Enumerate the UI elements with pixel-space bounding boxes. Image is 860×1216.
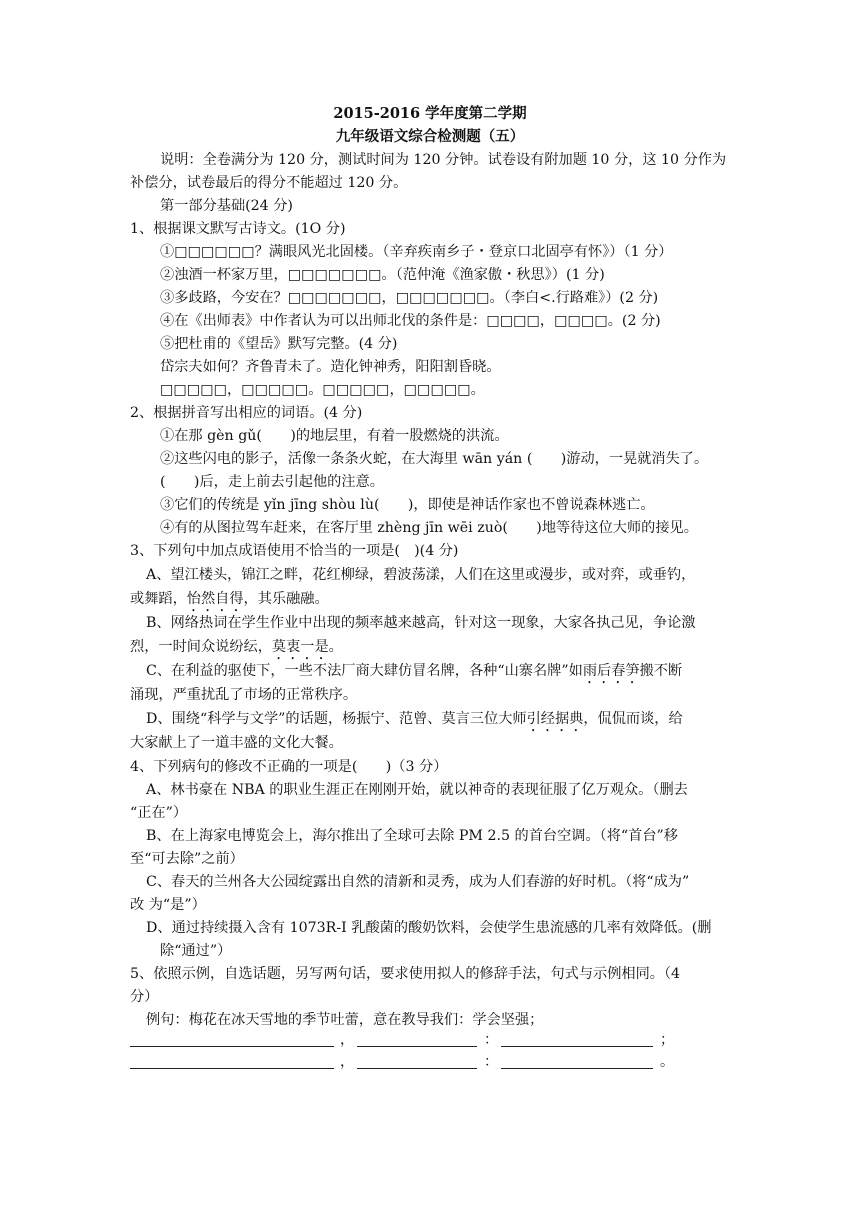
answer-comma: ， xyxy=(340,1054,355,1070)
dotted-idiom: 怡然自得 xyxy=(186,591,244,607)
answer-blank[interactable] xyxy=(501,1046,653,1047)
option-d-line-2: 大家献上了一道丰盛的文化大餐。 xyxy=(130,735,343,751)
question-2-item: ①在那 gèn gǔ( )的地层里，有着一股燃烧的洪流。 xyxy=(160,428,509,444)
answer-blank[interactable] xyxy=(357,1046,477,1047)
instructions-line-2: 补偿分，试卷最后的得分不能超过 120 分。 xyxy=(130,175,408,191)
question-5-stem: 5、依照示例，自选话题，另写两句话，要求使用拟人的修辞手法，句式与示例相同。（4 xyxy=(130,966,681,982)
answer-comma: ， xyxy=(340,1032,355,1048)
option-c-line-1: C、在利益的驱使下，一些不法厂商大肆仿冒名牌，各种“山寨名牌”如雨后春笋搬不断 xyxy=(146,663,683,679)
dotted-idiom: 雨后春笋 xyxy=(582,663,640,679)
option-d-line-1: D、围绕“科学与文学”的话题，杨振宁、范曾、莫言三位大师引经据典，侃侃而谈，给 xyxy=(146,711,683,727)
part-one-heading: 第一部分基础(24 分) xyxy=(160,198,293,214)
question-1-item: ②浊酒一杯家万里，□□□□□□□。（范仲淹《渔家傲・秋思》）(1 分) xyxy=(160,267,605,283)
question-2-stem: 2、根据拼音写出相应的词语。(4 分) xyxy=(130,405,363,421)
question-1-item: ③多歧路，今安在？□□□□□□□，□□□□□□□。（李白<.行路难》）(2 分) xyxy=(160,290,659,306)
answer-colon: ： xyxy=(484,1054,499,1070)
option-a-line-1: A、林书豪在 NBA 的职业生涯正在刚刚开始，就以神奇的表现征服了亿万观众。（删去 xyxy=(146,782,688,798)
question-1-stem: 1、根据课文默写古诗文。(1O 分) xyxy=(130,221,346,237)
question-2-item: ④有的从图拉驾车赶来，在客厅里 zhèng jīn wēi zuò( )地等待这位大师的接见。 xyxy=(160,520,698,536)
question-2-item: ③它们的传统是 yǐn jīng shòu lù( )，即使是神话作家也不曾说森林逃亡。 xyxy=(160,497,655,513)
answer-blank[interactable] xyxy=(501,1068,653,1069)
option-b-line-2: 至“可去除”之前） xyxy=(130,851,244,867)
answer-blank[interactable] xyxy=(130,1068,334,1069)
instructions-line-1: 说明：全卷满分为 120 分，测试时间为 120 分钟。试卷设有附加题 10 分，这 10 分作为 xyxy=(160,152,727,168)
option-a-line-2: 或舞蹈，怡然自得，其乐融融。 xyxy=(130,591,329,607)
dotted-idiom: 莫衷一是 xyxy=(271,639,329,655)
option-b-line-1: B、在上海家电博览会上，海尔推出了全球可去除 PM 2.5 的首台空调。（将“首台”移 xyxy=(146,828,678,844)
dotted-idiom: 引经据典 xyxy=(526,711,584,727)
option-c-line-2: 涌现，严重扰乱了市场的正常秩序。 xyxy=(130,687,358,703)
exam-term-title: 2015-2016 学年度第二学期 xyxy=(333,105,527,122)
question-3-stem: 3、下列句中加点成语使用不恰当的一项是( )(4 分) xyxy=(130,543,459,559)
question-2-item: ②这些闪电的影子，活像一条条火蛇，在大海里 wān yán ( )游动，一晃就消失了。 xyxy=(160,451,709,467)
option-a-line-2: “正在”） xyxy=(130,805,188,821)
option-c-line-2: 改 为“是”） xyxy=(130,897,206,913)
answer-period: 。 xyxy=(660,1054,675,1070)
exam-paper-title: 九年级语文综合检测题（五） xyxy=(335,128,525,145)
question-1-item: ⑤把杜甫的《望岳》默写完整。(4 分) xyxy=(160,336,398,352)
option-c-line-1: C、春天的兰州各大公园绽露出自然的清新和灵秀，成为人们春游的好时机。（将“成为” xyxy=(146,874,690,890)
question-5-stem-cont: 分） xyxy=(130,989,159,1005)
question-4-stem: 4、下列病句的修改不正确的一项是( )（3 分） xyxy=(130,759,448,775)
answer-semicolon: ； xyxy=(660,1032,675,1048)
poem-blank-lines: □□□□□，□□□□□。□□□□□，□□□□□。 xyxy=(160,382,485,398)
option-a-line-1: A、望江楼头，锦江之畔，花红柳绿，碧波荡漾，人们在这里或漫步，或对弈，或垂钓， xyxy=(146,567,696,583)
answer-blank[interactable] xyxy=(357,1068,477,1069)
option-b-line-1: B、网络热词在学生作业中出现的频率越来越高，针对这一现象，大家各执己见，争论激 xyxy=(146,615,696,631)
question-1-item: ④在《出师表》中作者认为可以出师北伐的条件是：□□□□，□□□□。(2 分) xyxy=(160,313,661,329)
option-d-line-2: 除“通过”） xyxy=(160,943,232,959)
question-2-item: ( )后，走上前去引起他的注意。 xyxy=(160,474,384,490)
answer-colon: ： xyxy=(484,1032,499,1048)
option-b-line-2: 烈，一时间众说纷纭，莫衷一是。 xyxy=(130,639,343,655)
question-1-item: ①□□□□□□？满眼风光北固楼。（辛弃疾南乡子・登京口北固亭有怀》）（1 分） xyxy=(160,244,673,260)
example-sentence: 例句：梅花在冰天雪地的季节吐蕾，意在教导我们：学会坚强； xyxy=(146,1012,544,1028)
answer-blank[interactable] xyxy=(130,1046,334,1047)
poem-given-lines: 岱宗夫如何？齐鲁青未了。造化钟神秀，阳阳割昏晓。 xyxy=(160,359,501,375)
option-d-line-1: D、通过持续摄入含有 1073R-I 乳酸菌的酸奶饮料，会使学生患流感的几率有效降低。(删 xyxy=(146,920,712,936)
